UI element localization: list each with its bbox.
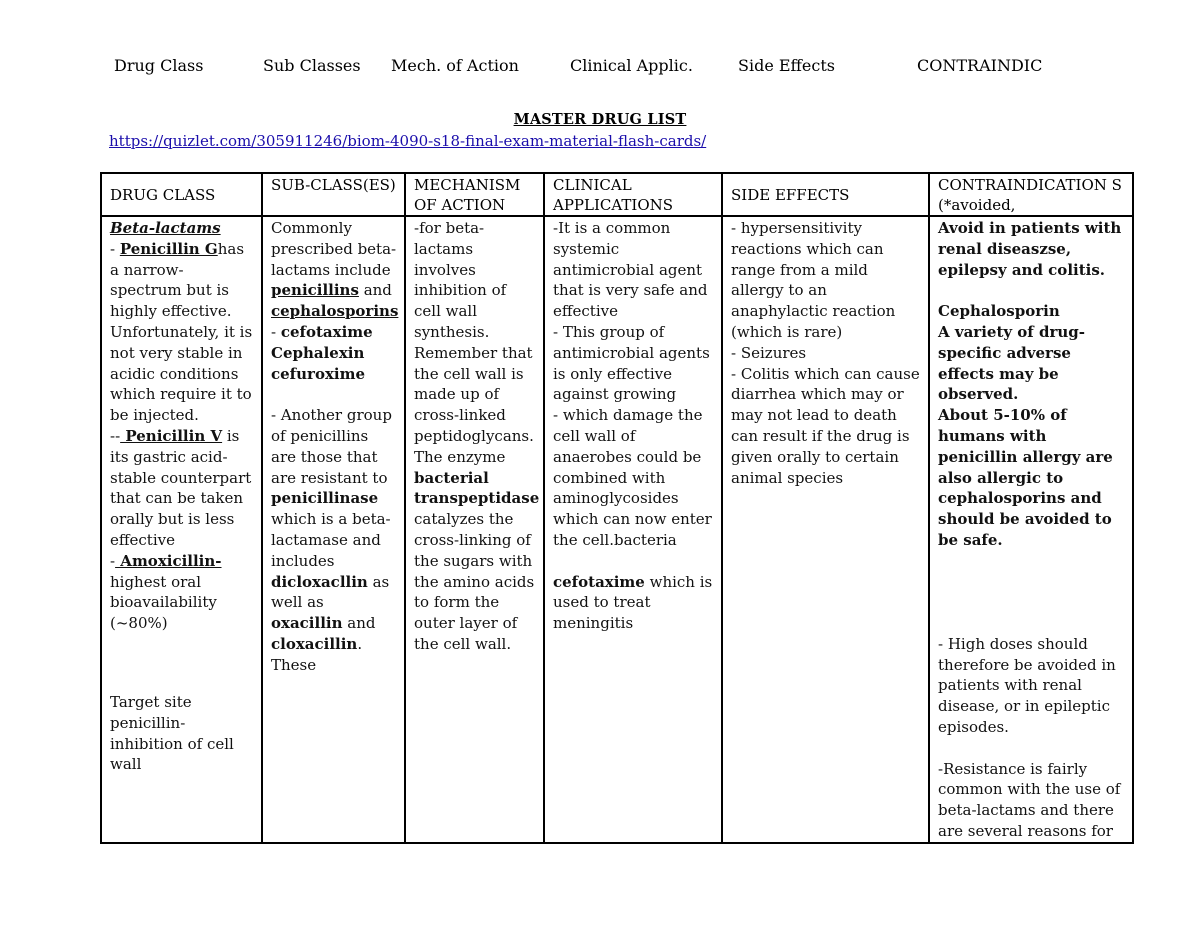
header-contraindic: CONTRAINDIC: [917, 56, 1043, 75]
pen-v-text: is its gastric acid-stable counterpart that can be taken orally but is less effective: [110, 426, 252, 549]
dicloxacillin-term: dicloxacllin: [271, 572, 368, 591]
cell-mechanism: [405, 216, 544, 843]
side-effect-text: - Seizures: [731, 343, 807, 362]
amox-name: Amoxicillin-: [115, 551, 222, 570]
cell-drug-class: [101, 216, 262, 843]
col-header-subclasses: SUB-CLASS(ES): [262, 173, 405, 216]
contraindication-text: -Resistance is fairly common with the use of beta-lactams and there are several reasons for: [938, 759, 1121, 840]
cephalosporin-heading: Cephalosporin: [938, 302, 1060, 321]
subclass-text: . These: [271, 634, 363, 674]
header-mech-of-action: Mech. of Action: [391, 56, 519, 75]
cloxacillin-term: cloxacillin: [271, 634, 358, 653]
cell-contraindication: [929, 216, 1133, 843]
drug-table: [100, 172, 1134, 844]
contraindication-text: - High doses should therefore be avoided in patients with renal disease, or in epileptic episodes.: [938, 634, 1116, 736]
oxacillin-term: oxacillin: [271, 614, 343, 633]
header-side-effects: Side Effects: [738, 56, 835, 75]
cefotaxime-term: cefotaxime: [280, 322, 373, 341]
subclass-text: and: [342, 614, 376, 633]
mechanism-text: catalyzes the cross-linking of the sugars with the amino acids to form the outer layer of the cell wall.: [414, 510, 535, 653]
col-header-mechanism: MECHANISM OF ACTION: [405, 173, 544, 216]
cell-subclasses: [262, 216, 405, 843]
subclass-text: Commonly prescribed beta-lactams include: [271, 219, 397, 279]
col-header-side-effects: SIDE EFFECTS: [722, 173, 929, 216]
header-drug-class: Drug Class: [114, 56, 204, 75]
penicillins-term: penicillins: [271, 281, 359, 300]
col-header-clinical: CLINICAL APPLICATIONS: [544, 173, 722, 216]
clinical-text: - This group of antimicrobial agents is only effective against growing: [553, 322, 710, 404]
cephalexin-term: Cephalexin: [271, 343, 365, 362]
subclass-text: -: [271, 322, 281, 341]
target-site-text: Target site penicillin- inhibition of cell wall: [110, 692, 234, 774]
side-effect-text: - Colitis which can cause diarrhea which may or may not lead to death can result if the drug is given orally to certain animal species: [731, 364, 920, 487]
cell-side-effects: [722, 216, 929, 843]
drug-class-name: Beta-lactams: [110, 219, 221, 237]
cefuroxime-term: cefuroxime: [271, 364, 365, 383]
clinical-text: - which damage the cell wall of anaerobes could be combined with aminoglycosides which can now enter the cell.bacteria: [553, 406, 712, 549]
document-title: MASTER DRUG LIST: [513, 111, 687, 128]
cefotaxime-term: cefotaxime: [553, 572, 645, 591]
subclass-text: - Another group of penicillins are those that are resistant to: [271, 406, 392, 487]
pen-v-prefix: --: [110, 426, 121, 445]
col-header-drug-class: DRUG CLASS: [101, 173, 262, 216]
contraindication-text: Avoid in patients with renal diseaszse, epilepsy and colitis.: [938, 219, 1122, 279]
clinical-text: which is used to treat meningitis: [553, 572, 713, 633]
cephalosporins-term: cephalosporins: [271, 302, 399, 321]
col-header-contraindication: CONTRAINDICATION S (*avoided,: [929, 173, 1133, 216]
table-header-row: [101, 173, 1133, 216]
mechanism-text: -for beta-lactams involves inhibition of cell wall synthesis. Remember that the cell wall is made up of cross-linked peptidoglycans. The enzyme: [414, 219, 534, 466]
amox-text: highest oral bioavailability (~80%): [110, 572, 217, 633]
pen-g-prefix: -: [110, 239, 120, 258]
header-sub-classes: Sub Classes: [263, 56, 361, 75]
header-clinical-applic: Clinical Applic.: [570, 56, 693, 75]
cell-clinical: [544, 216, 722, 843]
subclass-text: as well as: [271, 572, 390, 612]
pen-g-name: Penicillin G: [119, 239, 218, 258]
subclass-text: and: [358, 281, 392, 300]
amox-prefix: -: [110, 551, 116, 570]
pen-g-text: has a narrow-spectrum but is highly effective. Unfortunately, it is not very stable in acidic conditions which require it to be injected.: [110, 239, 253, 425]
side-effect-text: - hypersensitivity reactions which can range from a mild allergy to an anaphylactic reaction (which is rare): [731, 219, 896, 341]
table-row: [101, 216, 1133, 843]
pen-v-name: Penicillin V: [120, 426, 223, 445]
clinical-text: -It is a common systemic antimicrobial agent that is very safe and effective: [553, 219, 708, 321]
contraindication-text: About 5-10% of humans with penicillin allergy are also allergic to cephalosporins and should be avoided to be safe.: [938, 406, 1113, 549]
contraindication-text: A variety of drug-specific adverse effects may be observed.: [938, 322, 1085, 404]
quizlet-link[interactable]: https://quizlet.com/305911246/biom-4090-s18-final-exam-material-flash-cards/: [109, 132, 707, 150]
transpeptidase-term: bacterial transpeptidase: [414, 468, 540, 508]
penicillinase-term: penicillinase: [271, 489, 379, 508]
subclass-text: which is a beta-lactamase and includes: [271, 510, 391, 570]
